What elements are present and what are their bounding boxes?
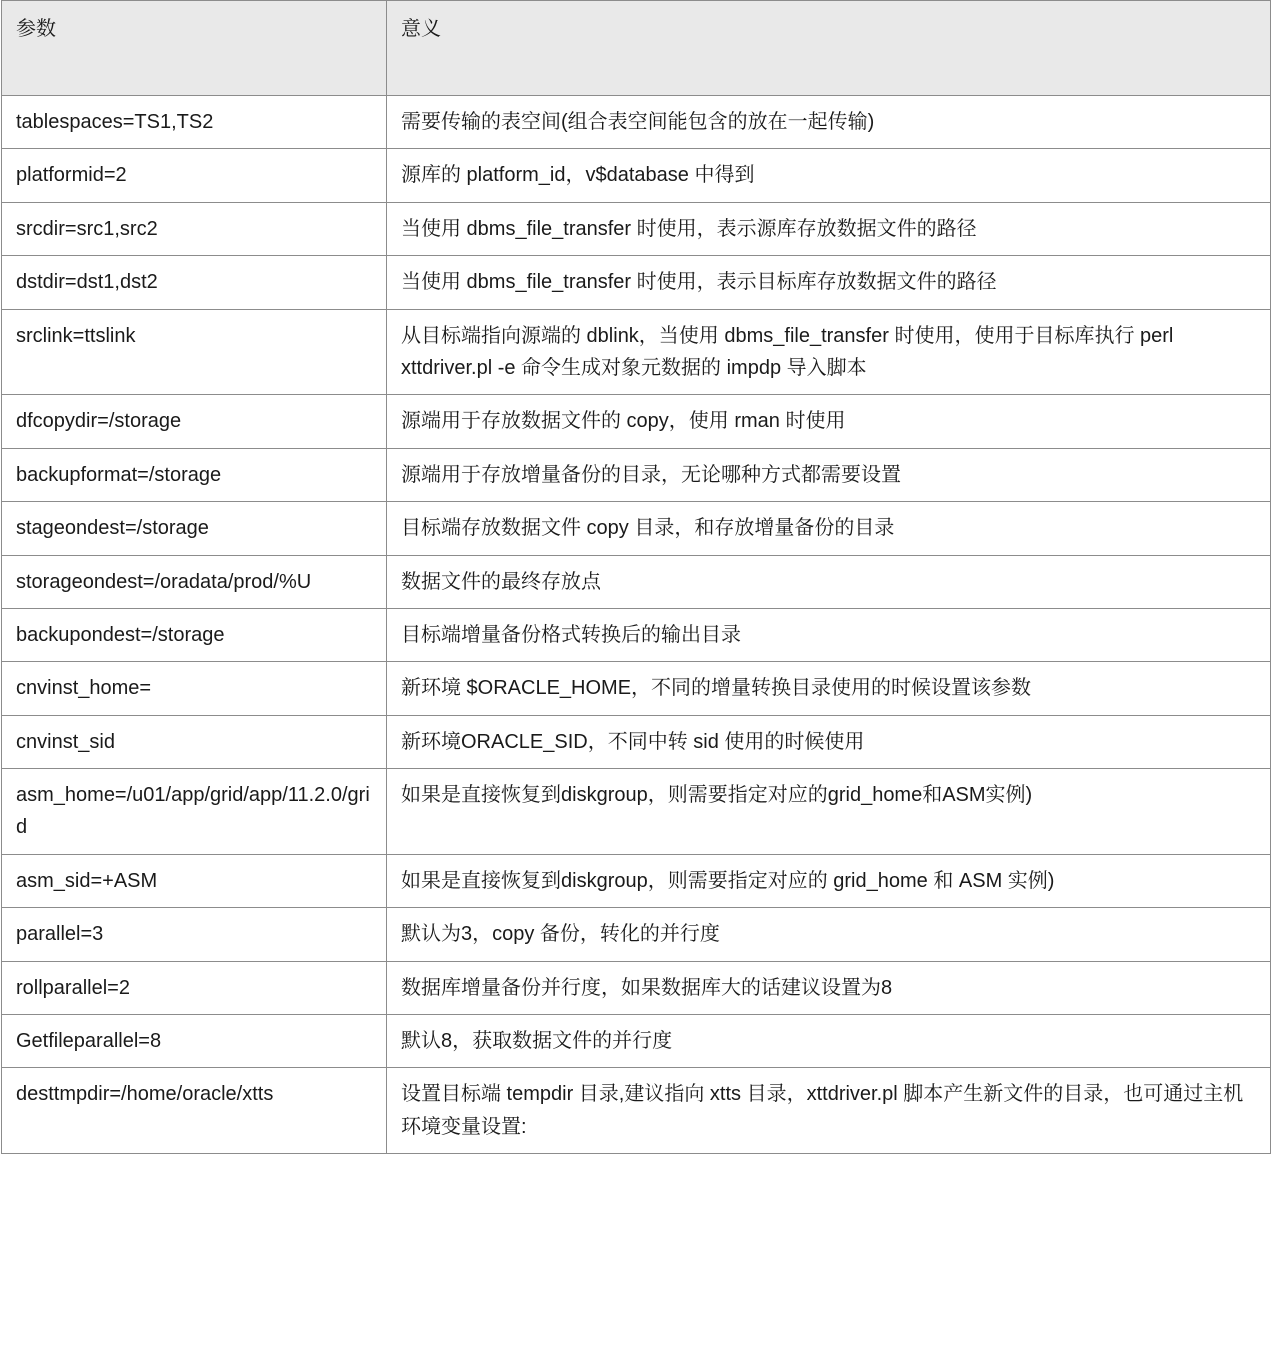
table-body [2, 96, 1271, 1154]
param-name-cell: Getfileparallel=8 [2, 1015, 387, 1068]
param-name-cell: tablespaces=TS1,TS2 [2, 96, 387, 149]
table-row [2, 502, 1271, 555]
param-meaning-cell: 需要传输的表空间(组合表空间能包含的放在一起传输) [387, 96, 1271, 149]
column-header-param: 参数 [2, 1, 387, 96]
table-row [2, 769, 1271, 855]
table-row [2, 662, 1271, 715]
parameter-table [1, 0, 1271, 1154]
param-meaning-cell: 源库的 platform_id，v$database 中得到 [387, 149, 1271, 202]
param-name-cell: desttmpdir=/home/oracle/xtts [2, 1068, 387, 1154]
column-header-meaning: 意义 [387, 1, 1271, 96]
param-meaning-cell: 数据文件的最终存放点 [387, 555, 1271, 608]
param-meaning-cell: 当使用 dbms_file_transfer 时使用，表示源库存放数据文件的路径 [387, 202, 1271, 255]
table-row [2, 395, 1271, 448]
param-meaning-cell: 目标端增量备份格式转换后的输出目录 [387, 608, 1271, 661]
param-meaning-cell: 默认8，获取数据文件的并行度 [387, 1015, 1271, 1068]
param-meaning-cell: 当使用 dbms_file_transfer 时使用，表示目标库存放数据文件的路径 [387, 256, 1271, 309]
param-name-cell: srcdir=src1,src2 [2, 202, 387, 255]
table-row [2, 149, 1271, 202]
param-meaning-cell: 目标端存放数据文件 copy 目录，和存放增量备份的目录 [387, 502, 1271, 555]
param-meaning-cell: 默认为3，copy 备份，转化的并行度 [387, 908, 1271, 961]
param-name-cell: rollparallel=2 [2, 961, 387, 1014]
table-row [2, 908, 1271, 961]
table-header-row [2, 1, 1271, 96]
param-meaning-cell: 从目标端指向源端的 dblink，当使用 dbms_file_transfer 时使用，使用于目标库执行 perl xttdriver.pl -e 命令生成对象元数据的 impdp 导入脚本 [387, 309, 1271, 395]
param-meaning-cell: 源端用于存放增量备份的目录，无论哪种方式都需要设置 [387, 448, 1271, 501]
param-meaning-cell: 新环境ORACLE_SID，不同中转 sid 使用的时候使用 [387, 715, 1271, 768]
param-meaning-cell: 设置目标端 tempdir 目录,建议指向 xtts 目录，xttdriver.pl 脚本产生新文件的目录，也可通过主机环境变量设置: [387, 1068, 1271, 1154]
param-meaning-cell: 数据库增量备份并行度，如果数据库大的话建议设置为8 [387, 961, 1271, 1014]
param-name-cell: backupondest=/storage [2, 608, 387, 661]
param-name-cell: asm_home=/u01/app/grid/app/11.2.0/grid [2, 769, 387, 855]
table-row [2, 1068, 1271, 1154]
param-name-cell: cnvinst_home= [2, 662, 387, 715]
param-name-cell: cnvinst_sid [2, 715, 387, 768]
table-header [2, 1, 1271, 96]
param-name-cell: dstdir=dst1,dst2 [2, 256, 387, 309]
table-row [2, 202, 1271, 255]
table-row [2, 715, 1271, 768]
param-name-cell: parallel=3 [2, 908, 387, 961]
param-name-cell: dfcopydir=/storage [2, 395, 387, 448]
table-row [2, 256, 1271, 309]
table-row [2, 854, 1271, 907]
param-meaning-cell: 如果是直接恢复到diskgroup，则需要指定对应的grid_home和ASM实例) [387, 769, 1271, 855]
table-row [2, 961, 1271, 1014]
param-name-cell: srclink=ttslink [2, 309, 387, 395]
table-row [2, 1015, 1271, 1068]
param-name-cell: stageondest=/storage [2, 502, 387, 555]
table-row [2, 448, 1271, 501]
table-row [2, 309, 1271, 395]
table-row [2, 608, 1271, 661]
param-meaning-cell: 如果是直接恢复到diskgroup，则需要指定对应的 grid_home 和 ASM 实例) [387, 854, 1271, 907]
param-name-cell: platformid=2 [2, 149, 387, 202]
param-meaning-cell: 新环境 $ORACLE_HOME，不同的增量转换目录使用的时候设置该参数 [387, 662, 1271, 715]
param-name-cell: asm_sid=+ASM [2, 854, 387, 907]
param-meaning-cell: 源端用于存放数据文件的 copy，使用 rman 时使用 [387, 395, 1271, 448]
param-name-cell: backupformat=/storage [2, 448, 387, 501]
table-row [2, 96, 1271, 149]
table-row [2, 555, 1271, 608]
param-name-cell: storageondest=/oradata/prod/%U [2, 555, 387, 608]
